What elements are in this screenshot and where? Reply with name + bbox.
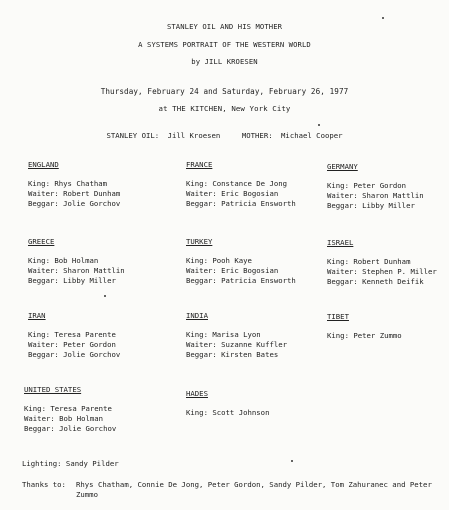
country-name: GREECE [28, 237, 55, 246]
mother-label: MOTHER: [241, 131, 273, 140]
king-line: King: Robert Dunham [327, 257, 411, 266]
country-name: FRANCE [186, 160, 213, 169]
king-line: King: Constance De Jong [186, 179, 288, 188]
lighting-credit: Lighting: Sandy Pilder [22, 459, 119, 468]
waiter-line: Waiter: Suzanne Kuffler [186, 340, 288, 349]
country-turkey [186, 237, 296, 286]
country-india [186, 311, 287, 360]
waiter-line: Waiter: Stephen P. Miller [327, 267, 437, 276]
principal-cast [0, 131, 449, 140]
country-iran [28, 311, 120, 360]
king-line: King: Peter Gordon [327, 181, 407, 190]
country-france [186, 160, 296, 209]
waiter-line: Waiter: Robert Dunham [28, 189, 121, 198]
king-line: King: Rhys Chatham [28, 179, 108, 188]
country-name: UNITED STATES [24, 385, 82, 394]
country-name: ISRAEL [327, 238, 354, 247]
beggar-line: Beggar: Patricia Ensworth [186, 199, 296, 208]
beggar-line: Beggar: Jolie Gorchov [28, 199, 121, 208]
mother-actor: Michael Cooper [281, 131, 343, 140]
king-line: King: Pooh Kaye [186, 256, 252, 265]
paper-speck [318, 124, 320, 126]
paper-speck [104, 295, 106, 297]
country-name: HADES [186, 389, 208, 398]
country-tibet [327, 312, 402, 341]
country-england [28, 160, 120, 209]
king-line: King: Peter Zummo [327, 331, 402, 340]
paper-speck [291, 460, 293, 462]
king-line: King: Teresa Parente [24, 404, 112, 413]
beggar-line: Beggar: Jolie Gorchov [24, 424, 117, 433]
beggar-line: Beggar: Kenneth Deifik [327, 277, 424, 286]
venue: at THE KITCHEN, New York City [158, 104, 291, 113]
beggar-line: Beggar: Libby Miller [327, 201, 415, 210]
waiter-line: Waiter: Sharon Mattlin [28, 266, 125, 275]
page-subtitle: A SYSTEMS PORTRAIT OF THE WESTERN WORLD [138, 40, 311, 49]
country-name: GERMANY [327, 162, 358, 171]
king-line: King: Scott Johnson [186, 408, 270, 417]
country-hades [186, 389, 269, 418]
country-name: TURKEY [186, 237, 213, 246]
beggar-line: Beggar: Kirsten Bates [186, 350, 279, 359]
waiter-line: Waiter: Peter Gordon [28, 340, 116, 349]
page-title: STANLEY OIL AND HIS MOTHER [166, 22, 283, 31]
country-greece [28, 237, 125, 286]
country-name: TIBET [327, 312, 349, 321]
country-name: ENGLAND [28, 160, 59, 169]
beggar-line: Beggar: Jolie Gorchov [28, 350, 121, 359]
waiter-line: Waiter: Sharon Mattlin [327, 191, 424, 200]
country-united-states [24, 385, 116, 434]
waiter-line: Waiter: Bob Holman [24, 414, 104, 423]
stanley-actor: Jill Kroesen [167, 131, 221, 140]
performance-dates: Thursday, February 24 and Saturday, February 26, 1977 [100, 87, 349, 96]
country-name: IRAN [28, 311, 46, 320]
country-israel [327, 238, 437, 287]
king-line: King: Teresa Parente [28, 330, 116, 339]
byline: by JILL KROESEN [191, 57, 258, 66]
waiter-line: Waiter: Eric Bogosian [186, 189, 279, 198]
thanks-label: Thanks to: [22, 480, 66, 489]
thanks-names: Rhys Chatham, Connie De Jong, Peter Gordon, Sandy Pilder, Tom Zahuranec and Peter Zummo [76, 480, 432, 499]
waiter-line: Waiter: Eric Bogosian [186, 266, 279, 275]
paper-speck [382, 17, 384, 19]
stanley-label: STANLEY OIL: [106, 131, 160, 140]
country-germany [327, 162, 424, 211]
king-line: King: Marisa Lyon [186, 330, 261, 339]
country-name: INDIA [186, 311, 208, 320]
beggar-line: Beggar: Patricia Ensworth [186, 276, 296, 285]
king-line: King: Bob Holman [28, 256, 99, 265]
beggar-line: Beggar: Libby Miller [28, 276, 116, 285]
